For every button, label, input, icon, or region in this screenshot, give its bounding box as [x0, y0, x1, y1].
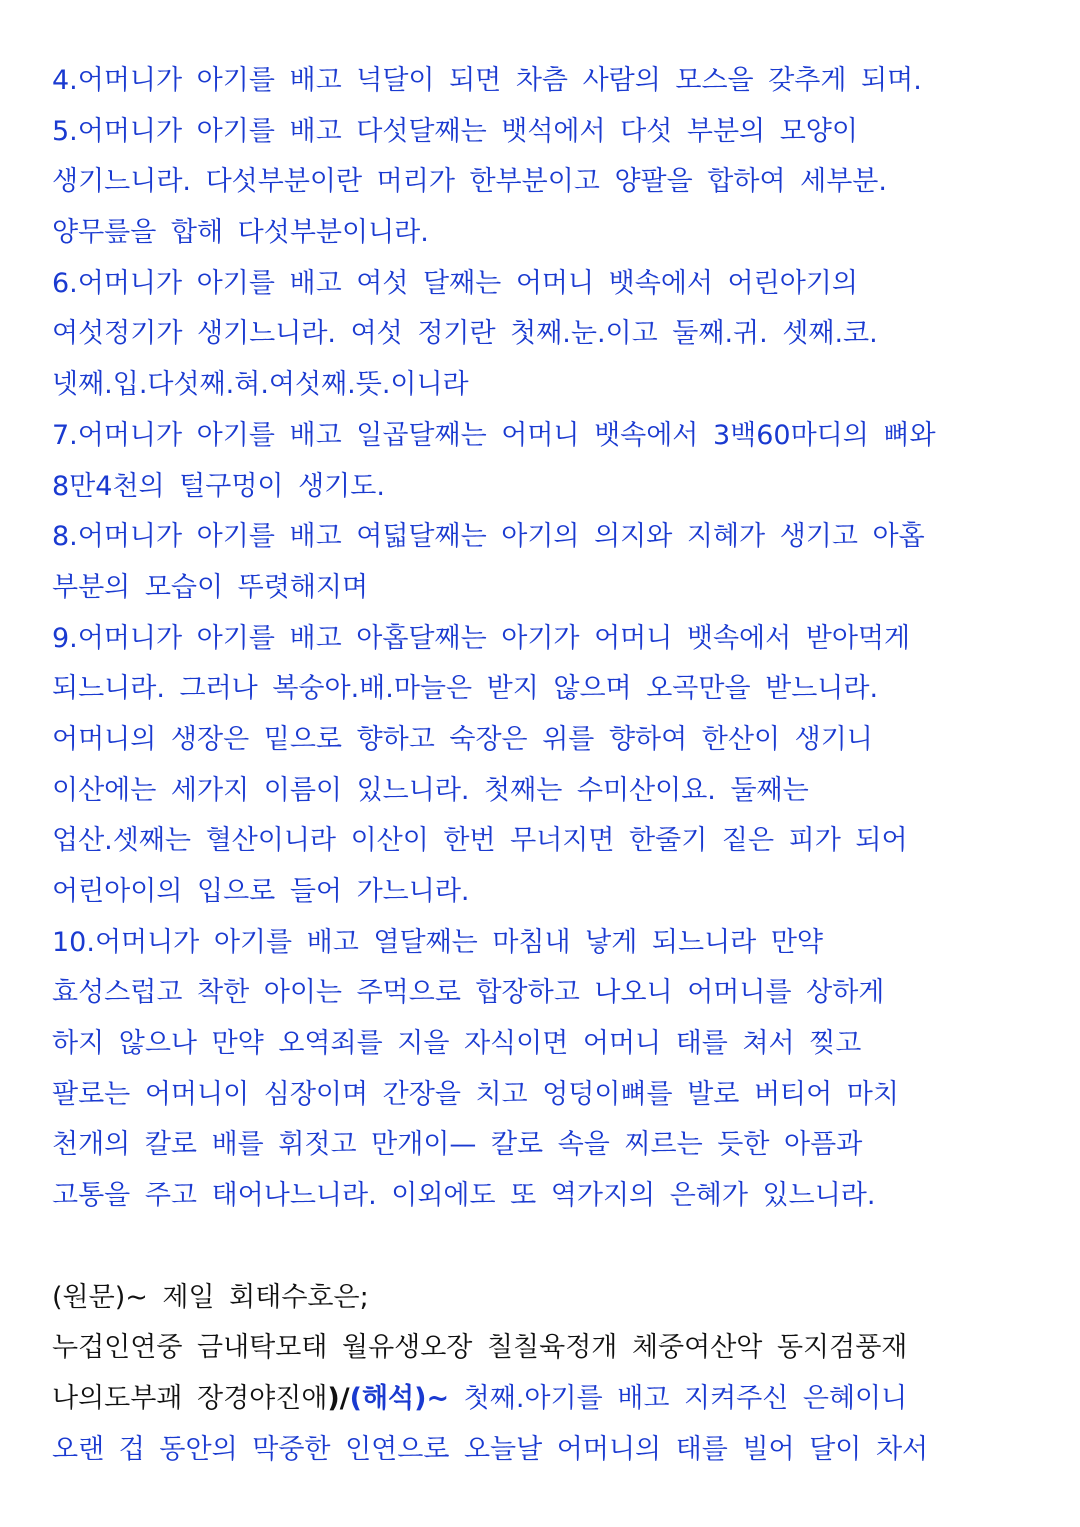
interpretation-label: (해석)~: [349, 1382, 450, 1414]
text-line: 어린아이의 입으로 들어 가느니라.: [52, 876, 470, 907]
text-line: 업산.셋째는 혈산이니라 이산이 한번 무너지면 한줄기 짙은 피가 되어: [52, 825, 908, 857]
original-verse-line: 누겁인연중 금내탁모태 월유생오장 칠칠육정개 체중여산악 동지검풍재: [52, 1332, 908, 1364]
text-line: 양무릎을 합해 다섯부분이니라.: [52, 217, 429, 249]
text-line: 하지 않으나 만약 오역죄를 지을 자식이면 어머니 태를 쳐서 찢고: [52, 1028, 862, 1060]
original-verse-end: 나의도부괘 장경야진애: [52, 1382, 328, 1414]
text-line: 팔로는 어머니이 심장이며 간장을 치고 엉덩이뼈를 발로 버티어 마치: [52, 1078, 899, 1110]
text-line: 부분의 모습이 뚜렷해지며: [52, 571, 369, 603]
text-line: 넷째.입.다섯째.혀.여섯째.뜻.이니라: [52, 369, 469, 401]
text-line: 10.어머니가 아기를 배고 열달째는 마침내 낳게 되느니라 만약: [52, 926, 823, 958]
text-line: 4.어머니가 아기를 배고 넉달이 되면 차츰 사람의 모스을 갖추게 되며.: [52, 65, 922, 96]
interpretation-text: 첫째.아기를 배고 지켜주신 은혜이니: [449, 1382, 908, 1414]
text-line: 여섯정기가 생기느니라. 여섯 정기란 첫째.눈.이고 둘째.귀. 셋째.코.: [52, 318, 878, 350]
text-line: 효성스럽고 착한 아이는 주먹으로 합장하고 나오니 어머니를 상하게: [52, 977, 885, 1009]
text-line: 8만4천의 털구멍이 생기도.: [52, 470, 385, 502]
text-line: 8.어머니가 아기를 배고 여덟달째는 아기의 의지와 지혜가 생기고 아홉: [52, 521, 925, 553]
text-line: 고통을 주고 태어나느니라. 이외에도 또 역가지의 은혜가 있느니라.: [52, 1180, 876, 1212]
text-line: 어머니의 생장은 밑으로 향하고 숙장은 위를 향하여 한산이 생기니: [52, 723, 873, 755]
interpretation-line: 오랜 겁 동안의 막중한 인연으로 오늘날 어머니의 태를 빌어 달이 차서: [52, 1433, 929, 1465]
original-verse-line-with-interpretation: [52, 1374, 1052, 1425]
original-text-block: [52, 1273, 1052, 1476]
text-line: 5.어머니가 아기를 배고 다섯달째는 뱃석에서 다섯 부분의 모양이: [52, 115, 858, 147]
text-line: 이산에는 세가지 이름이 있느니라. 첫째는 수미산이요. 둘째는: [52, 774, 809, 806]
text-line: 천개의 칼로 배를 휘젓고 만개이— 칼로 속을 찌르는 듯한 아픔과: [52, 1129, 863, 1161]
paragraph-gap: [52, 1222, 1052, 1273]
document-page: [52, 56, 1052, 1475]
text-line: 생기느니라. 다섯부분이란 머리가 한부분이고 양팔을 합하여 세부분.: [52, 166, 887, 198]
text-line: 7.어머니가 아기를 배고 일곱달째는 어머니 뱃속에서 3백60마디의 뼈와: [52, 419, 936, 451]
text-line: 6.어머니가 아기를 배고 여섯 달째는 어머니 뱃속에서 어린아기의: [52, 267, 858, 299]
text-line: 되느니라. 그러나 복숭아.배.마늘은 받지 않으며 오곡만을 받느니라.: [52, 673, 879, 705]
original-heading: (원문)~ 제일 회태수호은;: [52, 1281, 369, 1313]
translation-text-block: [52, 56, 1052, 1222]
text-line: 9.어머니가 아기를 배고 아홉달째는 아기가 어머니 뱃속에서 받아먹게: [52, 622, 911, 654]
separator: )/: [327, 1382, 350, 1414]
